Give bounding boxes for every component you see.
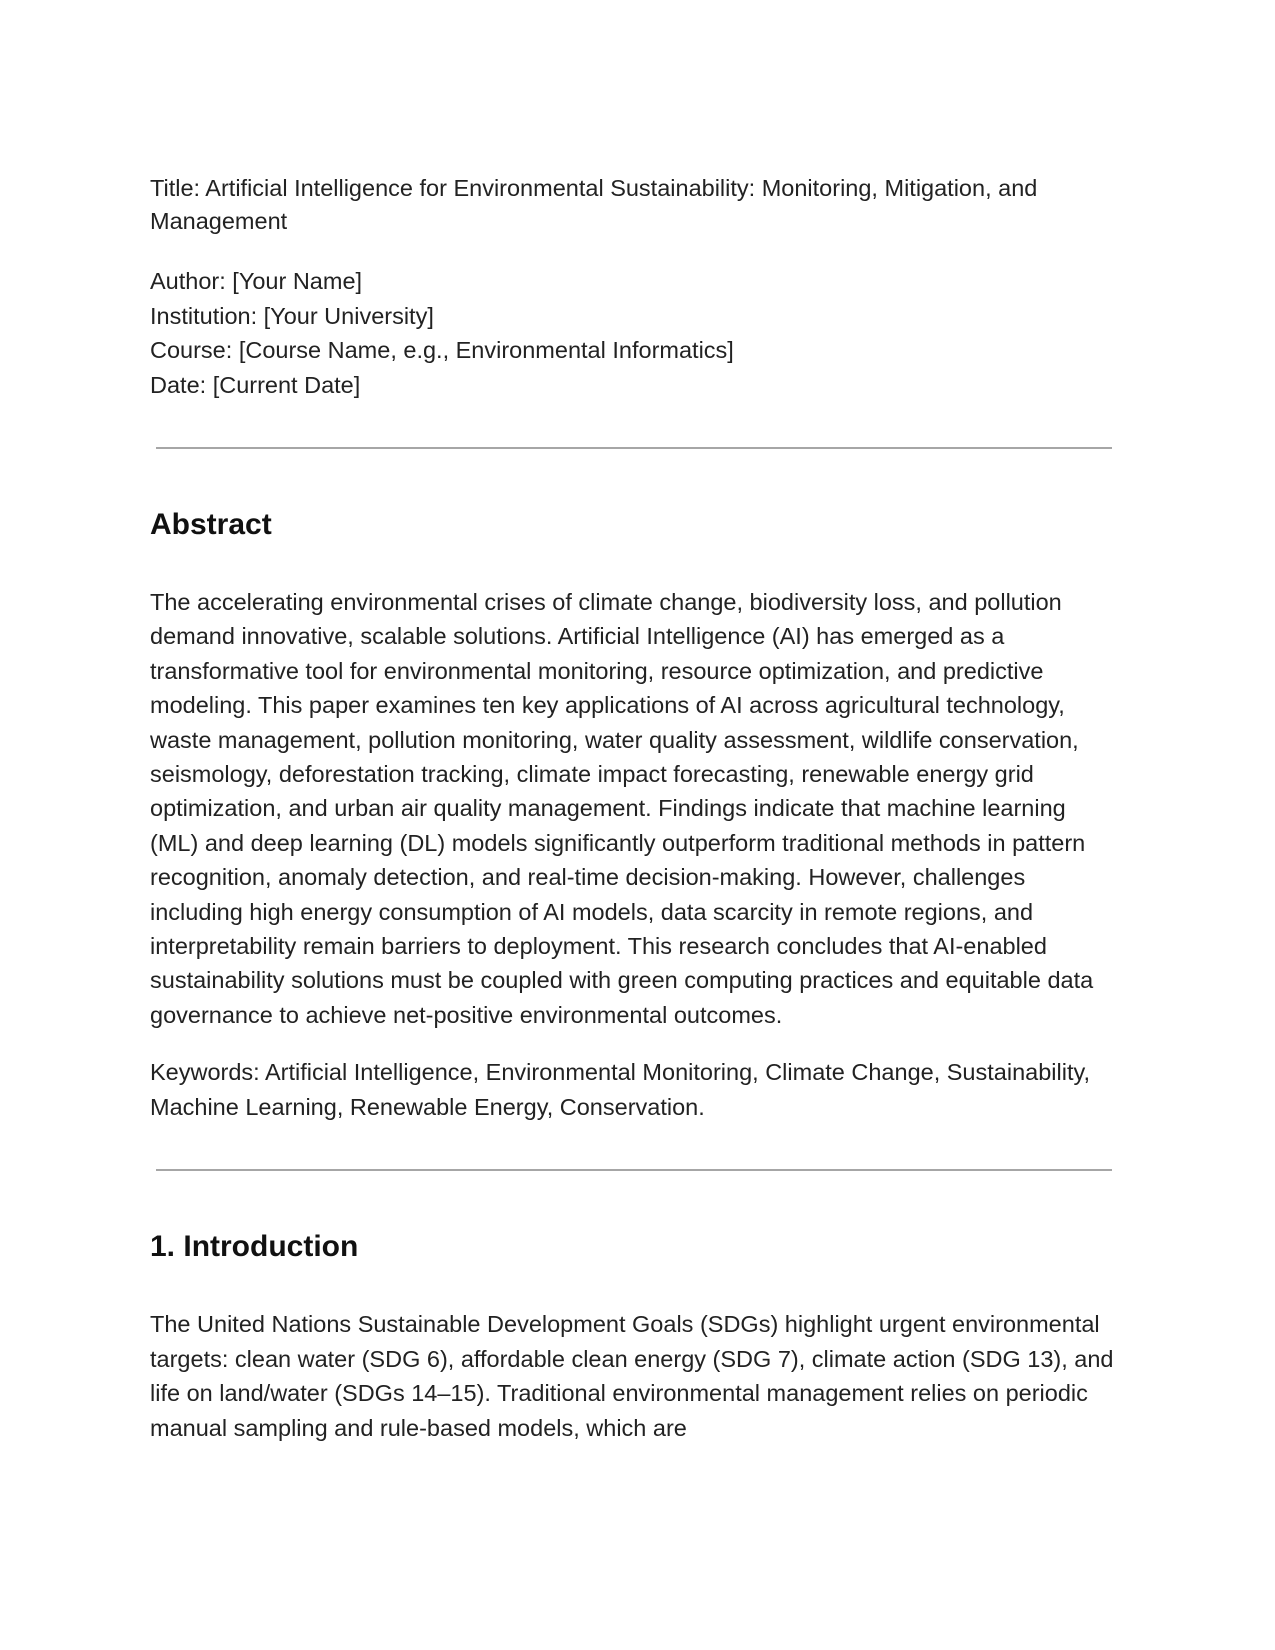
author-line: Author: [Your Name] [150,268,363,294]
document-metadata [150,264,1120,402]
document-title: Title: Artificial Intelligence for Environmental Sustainability: Monitoring, Mitigation, and Management [150,175,1038,234]
abstract-heading: Abstract [150,508,272,541]
course-line: Course: [Course Name, e.g., Environmental Informatics] [150,337,734,363]
date-line: Date: [Current Date] [150,371,361,398]
keywords-paragraph: Keywords: Artificial Intelligence, Environmental Monitoring, Climate Change, Sustainability, Machine Learning, Renewable Energy, Conservation. [150,1059,1091,1120]
introduction-paragraph: The United Nations Sustainable Development Goals (SDGs) highlight urgent environmental targets: clean water (SDG 6), affordable clean energy (SDG 7), climate action (SDG 13), and life on land/water (SDGs 14–15). Traditional environmental management relies on periodic manual sampling and rule-based models, which are [150,1311,1114,1441]
document-page [150,172,1120,1445]
section-divider [156,447,1112,449]
institution-line: Institution: [Your University] [150,302,434,329]
section-divider [156,1169,1112,1171]
introduction-heading: 1. Introduction [150,1230,359,1264]
abstract-paragraph: The accelerating environmental crises of climate change, biodiversity loss, and pollution demand innovative, scalable solutions. Artificial Intelligence (AI) has emerged as a transformative tool for environmental monitoring, resource optimization, and predictive modeling. This paper examines ten key applications of AI across agricultural technology, waste management, pollution monitoring, water quality assessment, wildlife conservation, seismology, deforestation tracking, climate impact forecasting, renewable energy grid optimization, and urban air quality management. Findings indicate that machine learning (ML) and deep learning (DL) models significantly outperform traditional methods in pattern recognition, anomaly detection, and real-time decision-making. However, challenges including high energy consumption of AI models, data scarcity in remote regions, and interpretability remain barriers to deployment. This research concludes that AI-enabled sustainability solutions must be coupled with green computing practices and equitable data governance to achieve net-positive environmental outcomes. [150,589,1094,1028]
